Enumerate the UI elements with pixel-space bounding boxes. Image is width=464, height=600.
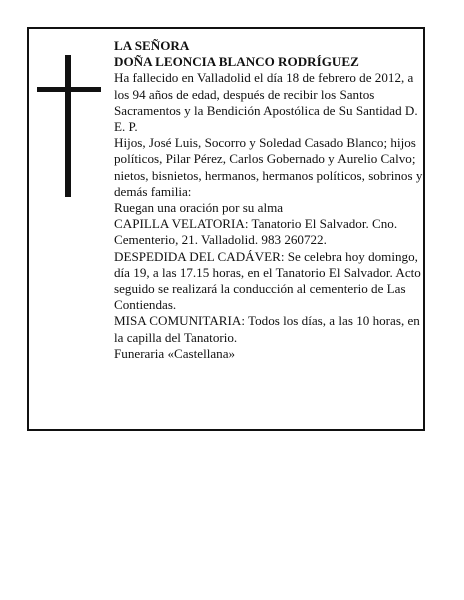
deceased-title: LA SEÑORA — [114, 38, 190, 53]
prayer-request: Ruegan una oración por su alma — [114, 200, 284, 216]
cross-icon — [37, 55, 101, 197]
cross-horizontal-bar — [37, 87, 101, 92]
cross-vertical-bar — [65, 55, 71, 197]
farewell-info: DESPEDIDA DEL CADÁVER: Se celebra hoy domingo, día 19, a las 17.15 horas, en el Tanatorio El Salvador. Acto seguido se realizará la conducción al cementerio de Las Contiendas. — [114, 248, 421, 313]
funeral-home: Funeraria «Castellana» — [114, 345, 236, 361]
mass-info: MISA COMUNITARIA: Todos los días, a las 10 horas, en la capilla del Tanatorio. — [114, 313, 420, 345]
obituary-text — [114, 38, 424, 362]
wake-chapel-info: CAPILLA VELATORIA: Tanatorio El Salvador. Cno. Cementerio, 21. Valladolid. 983 260722. — [114, 216, 398, 248]
death-announcement: Ha fallecido en Valladolid el día 18 de febrero de 2012, a los 94 años de edad, después de recibir los Santos Sacramentos y la Bendición Apostólica de Su Santidad D. E. P. — [114, 70, 418, 135]
family-list: Hijos, José Luis, Socorro y Soledad Casado Blanco; hijos políticos, Pilar Pérez, Carlos Gobernado y Aurelio Calvo; nietos, bisnietos, hermanos, hermanos políticos, sobrinos y demás familia: — [114, 135, 423, 199]
deceased-name: DOÑA LEONCIA BLANCO RODRÍGUEZ — [114, 54, 359, 70]
